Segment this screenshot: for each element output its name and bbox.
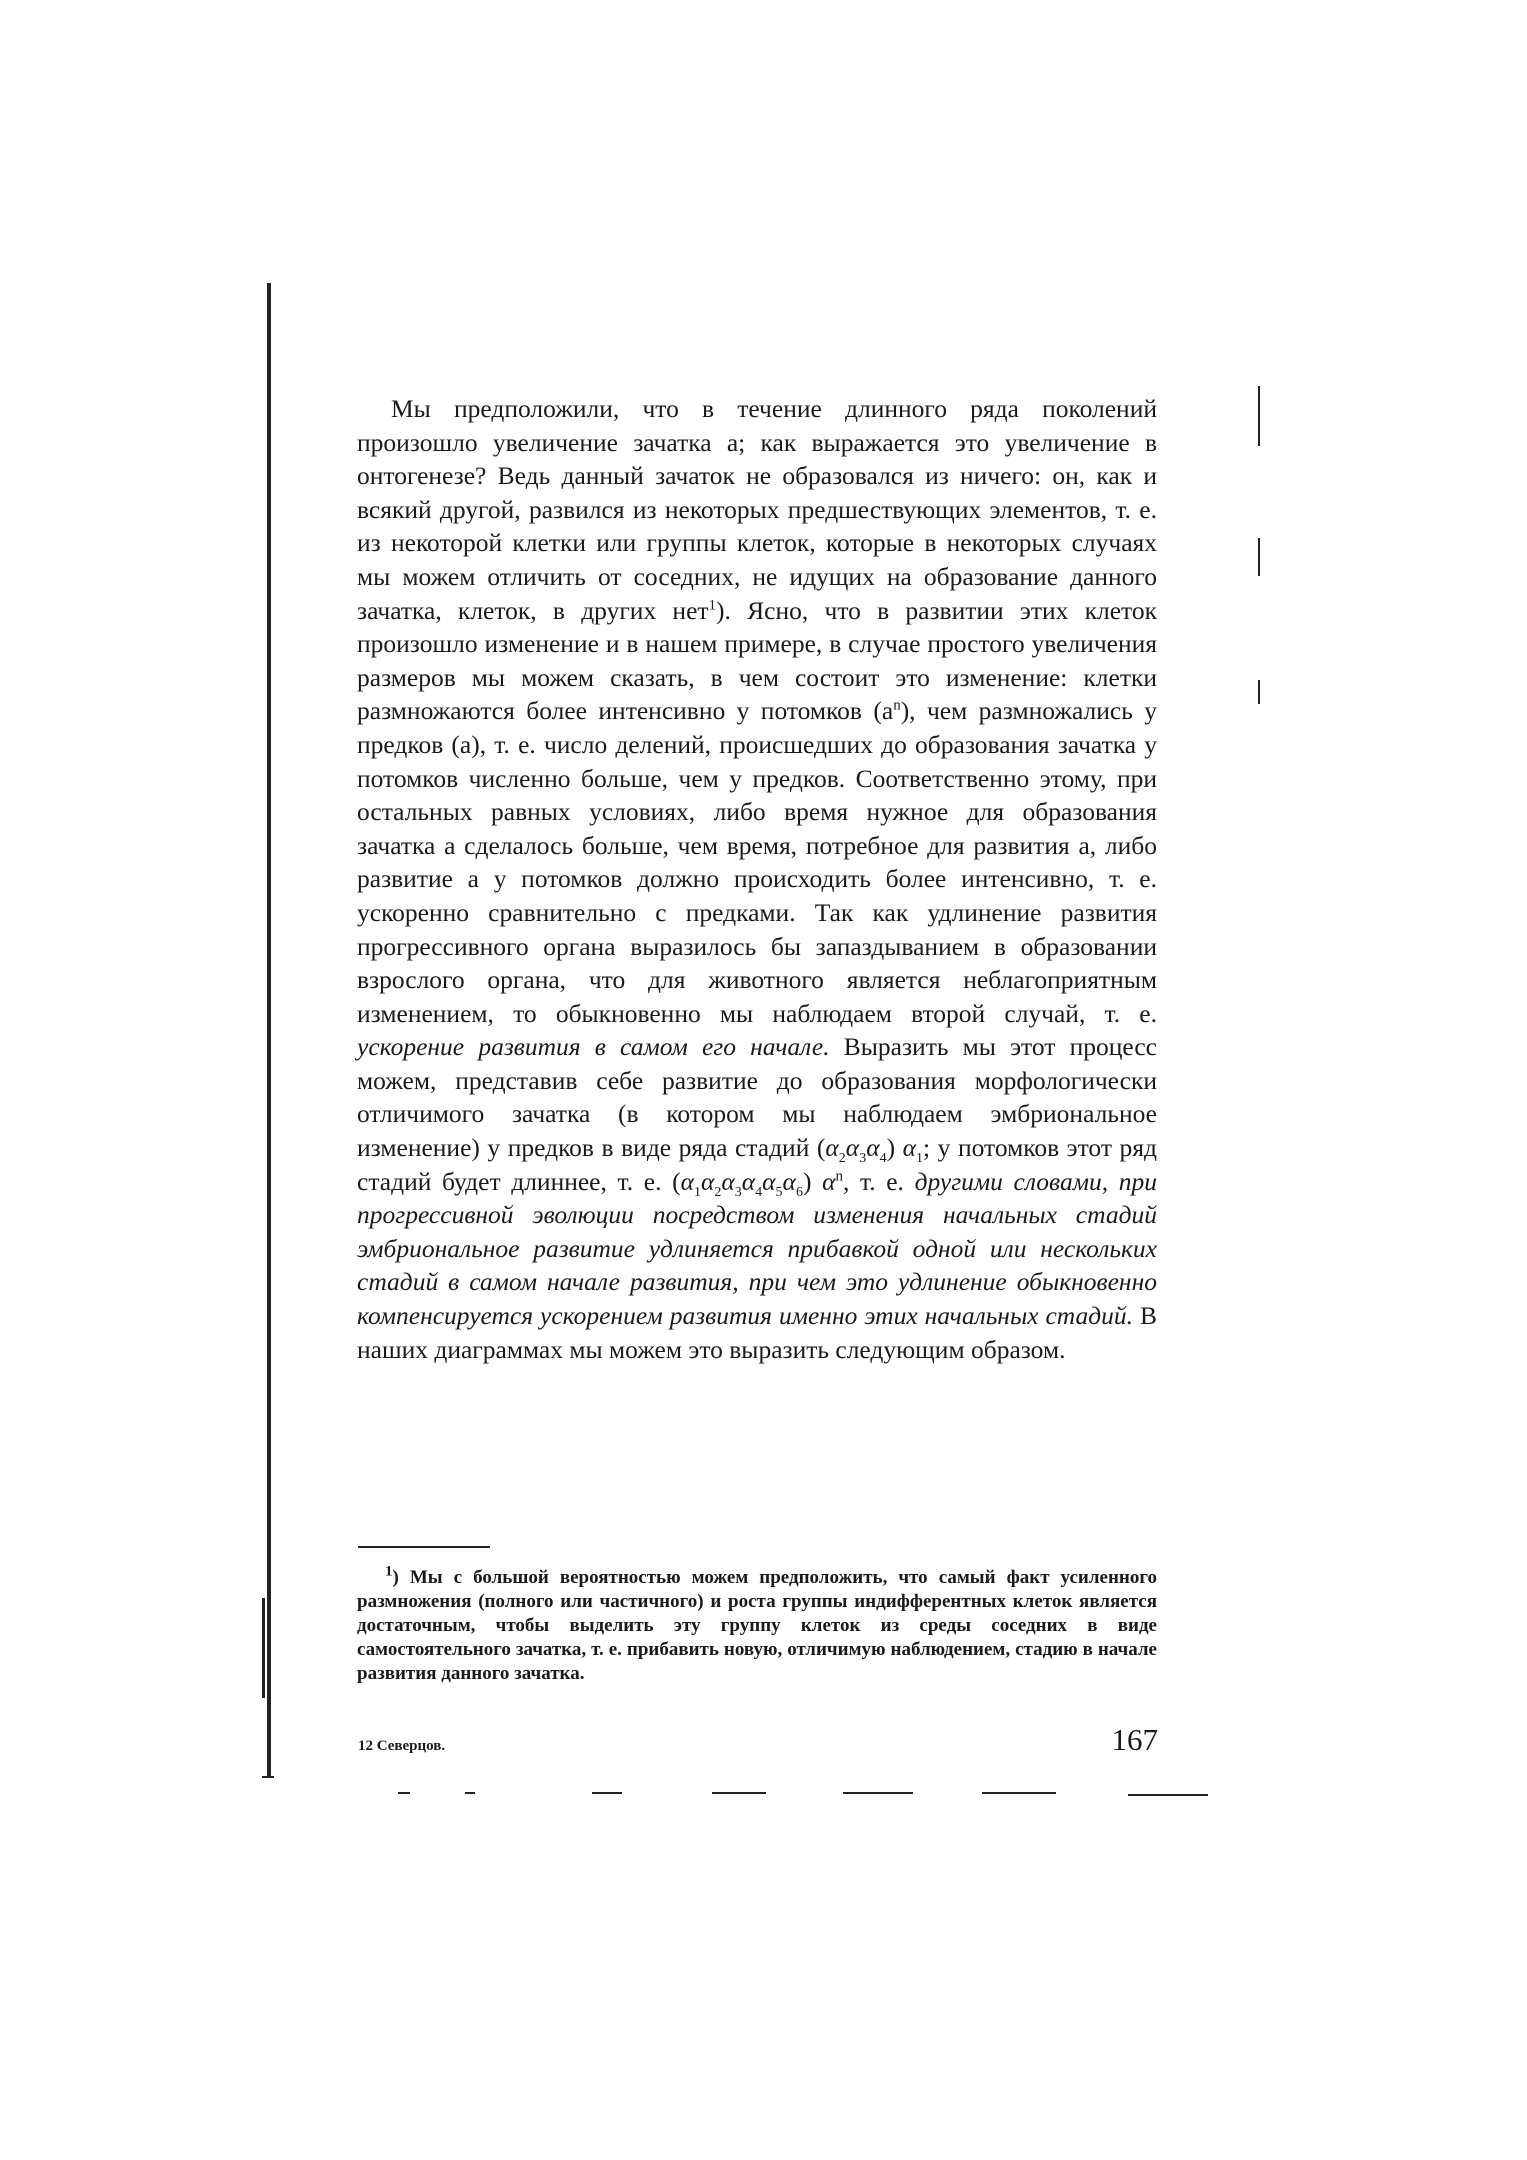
bottom-dash-4 xyxy=(712,1792,766,1794)
italic-text: ускорение развития в самом его начале. xyxy=(357,1032,830,1062)
superscript: n xyxy=(893,697,901,714)
text-run: Выразить мы этот процесс можем, представив себе развитие до образования морфологически отличимого зачатка (в котором мы наблюдаем эмбриональное изменение) у предков в виде ряда стадий ( xyxy=(357,1032,1157,1163)
footnote-paragraph xyxy=(357,1563,1157,1686)
main-text xyxy=(357,392,1157,1366)
right-margin-mark-2 xyxy=(1258,538,1260,576)
left-margin-line-tail xyxy=(262,1776,274,1778)
bottom-dash-2 xyxy=(465,1792,475,1794)
text-run: , т. е. xyxy=(842,1166,915,1196)
text-run: ). Ясно, что в развитии этих клеток произошло изменение и в нашем примере, в случае простого увеличения размеров мы можем сказать, в чем состоит это изменение: клетки размножаются более интенсивно у потомков (а xyxy=(357,595,1157,726)
bottom-dash-1 xyxy=(398,1792,410,1794)
left-margin-line xyxy=(267,283,271,1778)
printer-signature: 12 Северцов. xyxy=(358,1738,446,1754)
bottom-dash-5 xyxy=(843,1792,913,1794)
right-margin-mark-1 xyxy=(1258,386,1260,446)
footnote-marker: 1 xyxy=(385,1563,393,1580)
page-number: 167 xyxy=(1111,1722,1158,1757)
left-margin-mark-footnote xyxy=(262,1598,265,1698)
footnote-reference: 1 xyxy=(708,597,717,614)
text-run: Мы предположили, что в течение длинного ряда поколений произошло увеличение зачатка а; как выражается это увеличение в онтогенезе? Ведь данный зачаток не образовался из ничего: он, как и всякий другой, развился из некоторых предшествующих элементов, т. е. из некоторой клетки или группы клеток, которые в некоторых случаях мы можем отличить от соседних, не идущих на образование данного зачатка, клеток, в других нет xyxy=(357,394,1157,625)
paragraph xyxy=(357,392,1157,1366)
bottom-dash-6 xyxy=(982,1792,1056,1794)
footnote-text: ) Мы с большой вероятностью можем предположить, что самый факт усиленного размножения (полного или частичного) и роста группы индифферентных клеток является достаточным, чтобы выделить эту группу клеток из среды соседних в виде самостоятельного зачатка, т. е. прибавить новую, отличимую наблюдением, стадию в начале развития данного зачатка. xyxy=(357,1567,1157,1684)
italic-text: другими словами, при прогрессивной эволюции посредством изменения начальных стадий эмбриональное развитие удлиняется прибавкой одной или нескольких стадий в самом начале развития, при чем это удлинение обыкновенно компенсируется ускорением развития именно этих начальных стадий. xyxy=(357,1166,1157,1331)
footnote-separator xyxy=(358,1546,490,1548)
formula-descendants: $\alpha_1\alpha_2\alpha_3\alpha_4\alpha_5\alpha_6$) $\alpha^n$ xyxy=(680,1166,843,1200)
formula-ancestors: $\alpha_2\alpha_3\alpha_4$) $\alpha_1$ xyxy=(825,1133,924,1167)
text-run: ), чем размножались у предков (а), т. е. число делений, происшедших до образования зачатка у потомков численно больше, чем у предков. Соответственно этому, при остальных равных условиях, либо время нужное для образования зачатка а сделалось больше, чем время, потребное для развития а, либо развитие а у потомков должно происходить более интенсивно, т. е. ускоренно сравнительно с предками. Так как удлинение развития прогрессивного органа выразилось бы запаздыванием в образовании взрослого органа, что для животного является неблагоприятным изменением, то обыкновенно мы наблюдаем второй случай, т. е. xyxy=(357,696,1157,1028)
text-run: В наших диаграммах мы можем это выразить следующим образом. xyxy=(357,1301,1157,1364)
text-run: ; у потомков этот ряд стадий будет длиннее, т. е. ( xyxy=(357,1133,1158,1196)
right-margin-mark-3 xyxy=(1258,680,1260,704)
footnote xyxy=(357,1563,1157,1686)
bottom-dash-3 xyxy=(592,1792,622,1794)
bottom-dash-7 xyxy=(1128,1794,1208,1796)
